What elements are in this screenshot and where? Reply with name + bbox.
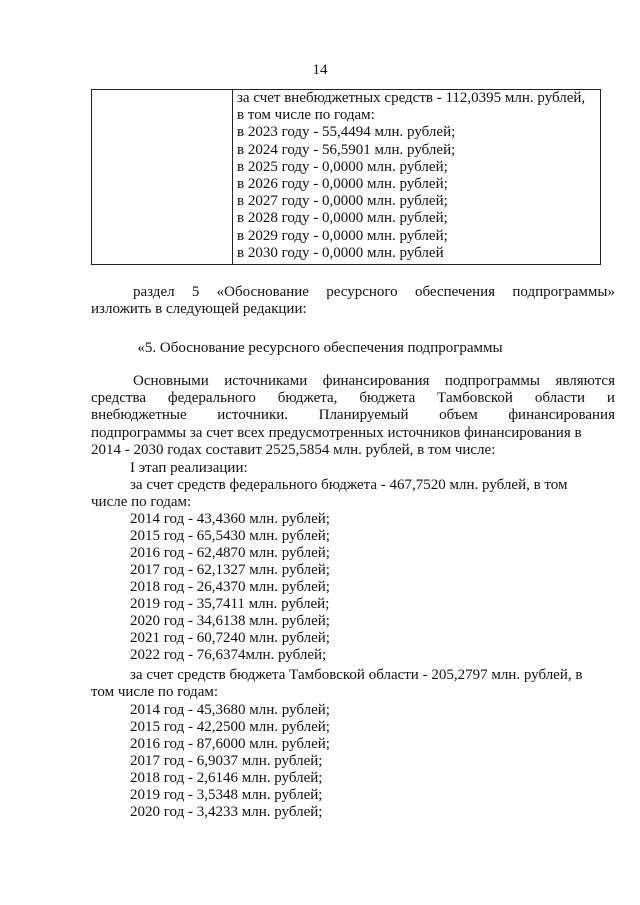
word: источниками xyxy=(224,373,308,389)
body-line-5: 2014 - 2030 годах составит 2525,5854 млн. рублей, в том числе: xyxy=(91,441,496,458)
word: финансирования xyxy=(322,373,430,389)
word: бюджета, xyxy=(277,390,338,407)
table-line: в 2027 году - 0,0000 млн. рублей; xyxy=(237,193,448,210)
table-line: в том числе по годам: xyxy=(237,107,375,124)
body-line-2 xyxy=(91,390,615,407)
intro-paragraph xyxy=(91,284,615,318)
federal-year-row: 2018 год - 26,4370 млн. рублей; xyxy=(130,579,330,595)
regional-year-row: 2015 год - 42,2500 млн. рублей; xyxy=(130,719,330,735)
word: Основными xyxy=(133,373,209,389)
federal-year-row: 2020 год - 34,6138 млн. рублей; xyxy=(130,613,330,629)
regional-year-row: 2017 год - 6,9037 млн. рублей; xyxy=(130,753,323,769)
federal-intro: за счет средств федерального бюджета - 467,7520 млн. рублей, в том xyxy=(130,477,568,493)
body-line-3 xyxy=(91,407,615,424)
word: бюджета xyxy=(359,390,416,407)
regional-year-row: 2018 год - 2,6146 млн. рублей; xyxy=(130,770,323,786)
regional-year-row: 2020 год - 3,4233 млн. рублей; xyxy=(130,804,323,820)
word: области xyxy=(534,390,585,407)
section-heading: «5. Обоснование ресурсного обеспечения подпрограммы xyxy=(137,340,503,356)
word: подпрограммы xyxy=(444,373,541,389)
word: объем xyxy=(439,407,478,424)
intro-line-2: изложить в следующей редакции: xyxy=(91,301,307,318)
regional-intro: за счет средств бюджета Тамбовской области - 205,2797 млн. рублей, в xyxy=(130,667,583,683)
regional-intro-cont: том числе по годам: xyxy=(91,684,219,700)
word: источники. xyxy=(217,407,289,424)
word: 5 xyxy=(191,284,200,300)
table-cell-funding xyxy=(237,90,598,262)
word: ресурсного xyxy=(326,284,398,300)
table-line: в 2023 году - 55,4494 млн. рублей; xyxy=(237,124,456,141)
word: раздел xyxy=(133,284,175,300)
federal-year-row: 2016 год - 62,4870 млн. рублей; xyxy=(130,545,330,561)
funding-table xyxy=(91,89,601,265)
body-line-4: подпрограммы за счет всех предусмотренных источников финансирования в xyxy=(91,424,582,441)
federal-intro-cont: числе по годам: xyxy=(91,494,192,510)
word: являются xyxy=(555,373,615,389)
table-line: в 2024 году - 56,5901 млн. рублей; xyxy=(237,141,456,158)
table-column-divider xyxy=(232,90,233,264)
word: средства xyxy=(91,390,147,407)
body-paragraph xyxy=(91,373,615,459)
body-line-1 xyxy=(91,373,615,390)
table-line: в 2029 году - 0,0000 млн. рублей; xyxy=(237,227,448,244)
federal-year-row: 2015 год - 65,5430 млн. рублей; xyxy=(130,528,330,544)
table-line: в 2030 году - 0,0000 млн. рублей xyxy=(237,244,444,261)
regional-year-row: 2019 год - 3,5348 млн. рублей; xyxy=(130,787,323,803)
word: подпрограммы» xyxy=(512,284,615,300)
intro-line-1 xyxy=(91,284,615,301)
regional-year-row: 2014 год - 45,3680 млн. рублей; xyxy=(130,702,330,718)
page-number: 14 xyxy=(312,62,328,78)
federal-year-row: 2021 год - 60,7240 млн. рублей; xyxy=(130,630,330,646)
word: федерального xyxy=(167,390,256,407)
word: финансирования xyxy=(508,407,615,424)
word: Тамбовской xyxy=(437,390,513,407)
table-line: в 2025 году - 0,0000 млн. рублей; xyxy=(237,158,448,175)
stage-label: I этап реализации: xyxy=(130,460,248,476)
federal-year-row: 2017 год - 62,1327 млн. рублей; xyxy=(130,562,330,578)
word: «Обоснование xyxy=(216,284,309,300)
table-line: в 2026 году - 0,0000 млн. рублей; xyxy=(237,175,448,192)
word: обеспечения xyxy=(414,284,496,300)
word: и xyxy=(606,390,615,407)
federal-year-row: 2019 год - 35,7411 млн. рублей; xyxy=(130,596,330,612)
word: внебюджетные xyxy=(91,407,187,424)
table-line: за счет внебюджетных средств - 112,0395 млн. рублей, xyxy=(237,90,586,106)
regional-year-row: 2016 год - 87,6000 млн. рублей; xyxy=(130,736,330,752)
table-line: в 2028 году - 0,0000 млн. рублей; xyxy=(237,210,448,227)
federal-year-row: 2014 год - 43,4360 млн. рублей; xyxy=(130,511,330,527)
word: Планируемый xyxy=(318,407,409,424)
federal-year-row: 2022 год - 76,6374млн. рублей; xyxy=(130,647,327,663)
